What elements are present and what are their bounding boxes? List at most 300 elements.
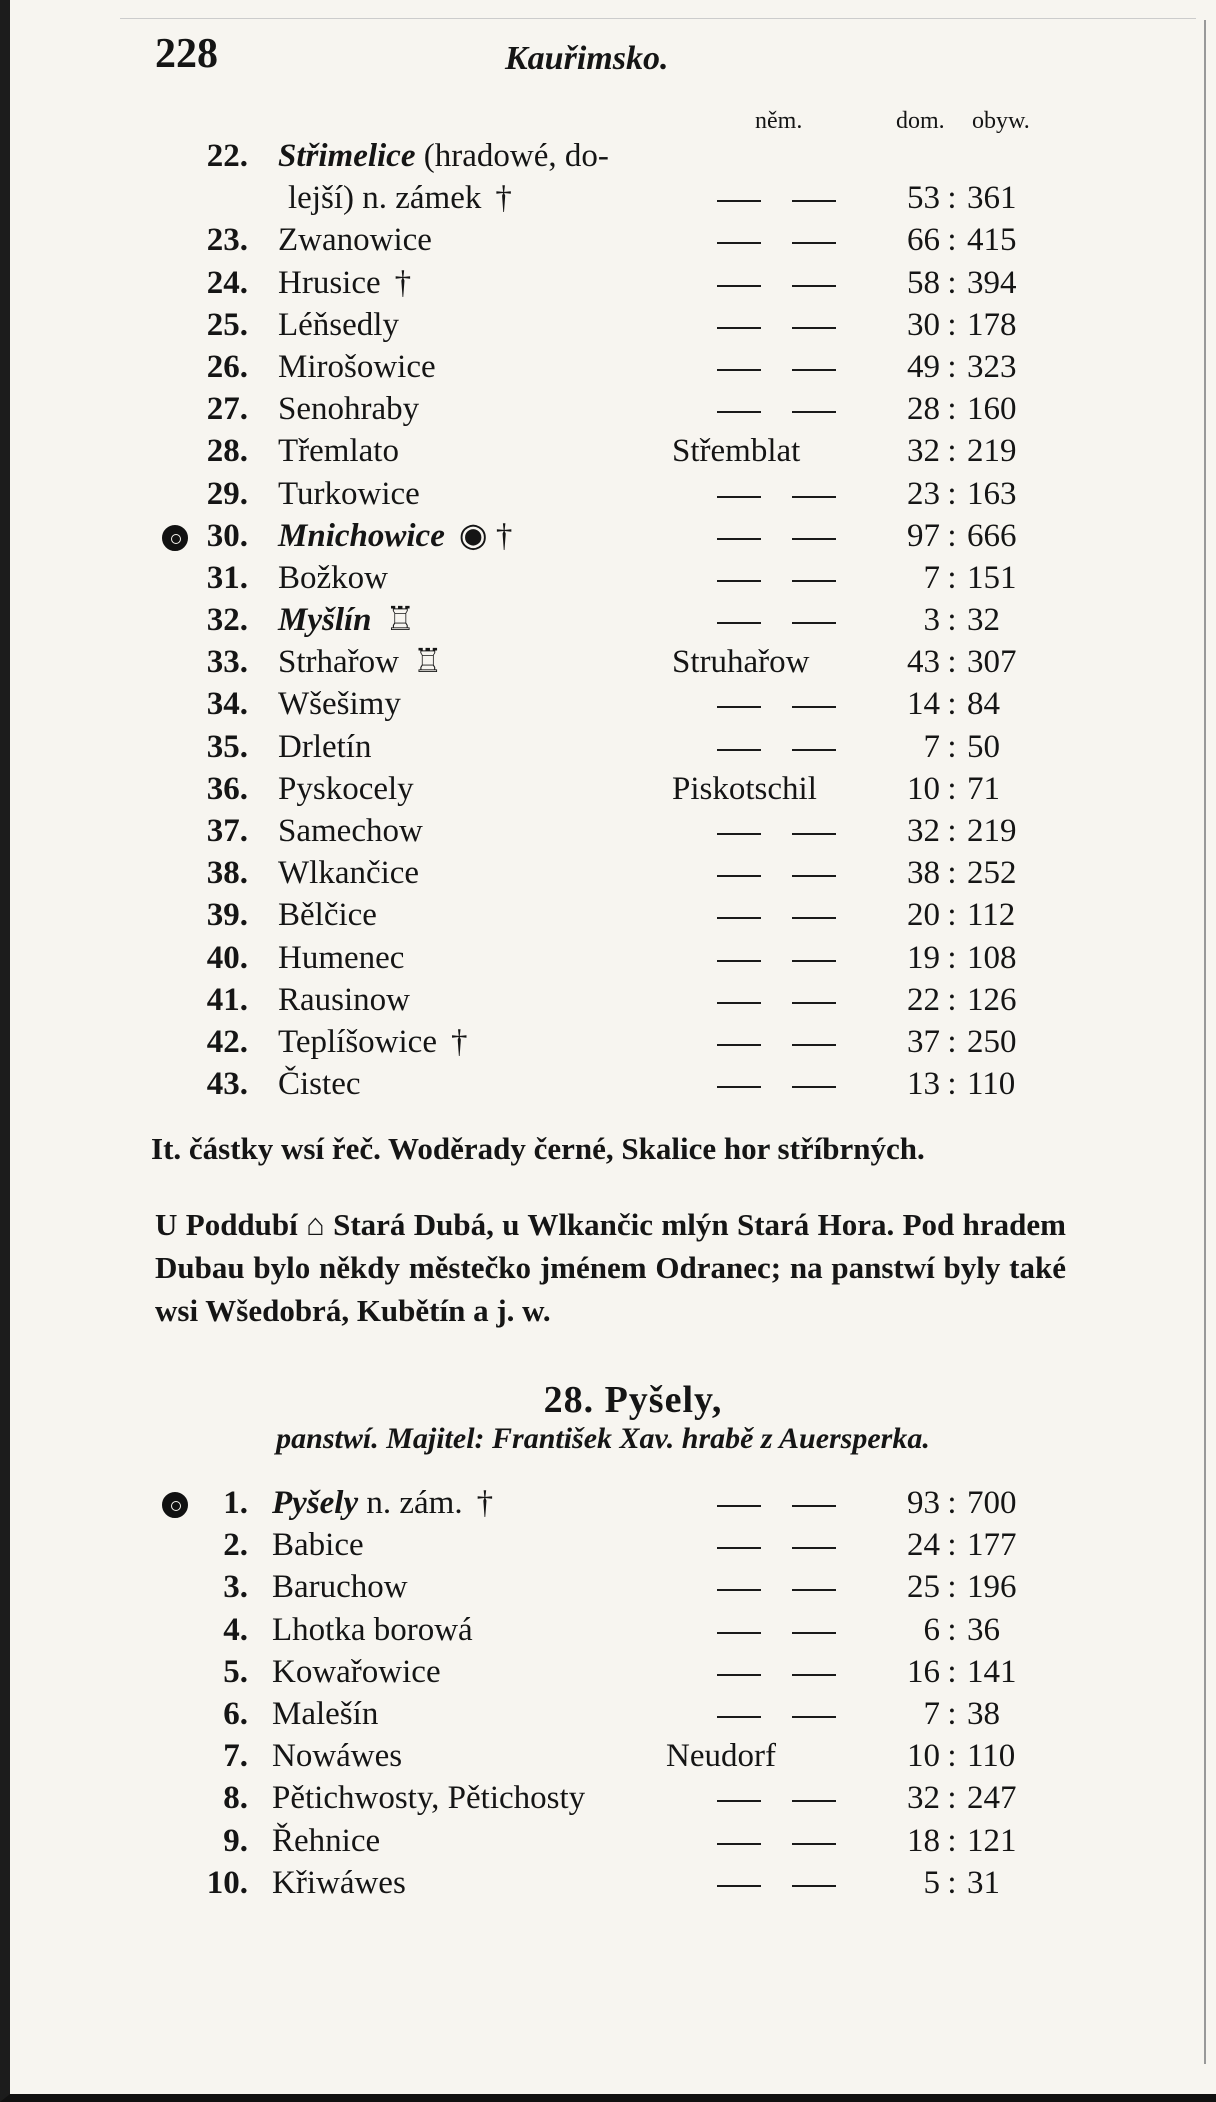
village-name-text: Humenec	[278, 939, 405, 976]
village-name	[278, 135, 609, 177]
dash-mark	[717, 1086, 761, 1088]
dash-mark	[792, 538, 836, 540]
table-row	[10, 262, 1216, 304]
dash-mark	[792, 622, 836, 624]
village-name	[272, 1862, 406, 1904]
house-count: 10	[907, 1738, 940, 1775]
dash-mark	[717, 1800, 761, 1802]
village-name-text: lejší) n. zámek	[288, 180, 482, 217]
village-name	[278, 346, 436, 388]
house-count: 5	[923, 1864, 940, 1901]
village-name	[278, 810, 423, 852]
table-row	[10, 557, 1216, 599]
row-number: 1.	[223, 1485, 248, 1521]
village-name-text: Drletín	[278, 728, 372, 765]
table-row	[10, 1524, 1216, 1566]
table-row	[10, 1693, 1216, 1735]
village-name	[278, 388, 419, 430]
house-count: 3	[923, 602, 940, 639]
german-name: Piskotschil	[672, 770, 817, 807]
village-name	[272, 1609, 473, 1651]
separator: :	[947, 1780, 957, 1817]
separator: :	[947, 1611, 957, 1648]
table-row	[10, 1862, 1216, 1904]
house-count: 43	[907, 644, 940, 681]
village-name	[278, 1021, 467, 1063]
table-row	[10, 768, 1216, 810]
separator: :	[947, 939, 957, 976]
table-row	[10, 430, 1216, 472]
village-name-text: Zwanowice	[278, 222, 432, 259]
house-count: 97	[907, 517, 940, 554]
separator: :	[947, 644, 957, 681]
population-count: 361	[967, 180, 1017, 217]
dash-mark	[717, 1885, 761, 1887]
dash-mark	[792, 369, 836, 371]
row-number: 3.	[223, 1569, 248, 1606]
dash-mark	[792, 1086, 836, 1088]
dash-mark	[717, 833, 761, 835]
separator: :	[947, 813, 957, 849]
column-header-german: něm.	[755, 108, 803, 134]
table-row	[10, 388, 1216, 430]
dash-mark	[717, 1632, 761, 1634]
village-name-text: Senohraby	[278, 391, 420, 428]
table-row	[10, 1651, 1216, 1693]
village-name	[272, 1693, 378, 1735]
population-count: 163	[967, 475, 1017, 512]
dash-mark	[792, 833, 836, 835]
row-number: 4.	[223, 1611, 248, 1648]
population-count: 394	[967, 264, 1017, 301]
house-count: 14	[907, 686, 940, 723]
row-number: 38.	[206, 855, 248, 892]
village-name-text: Pětichwosty, Pětichosty	[272, 1780, 586, 1817]
row-number: 31.	[206, 559, 248, 596]
row-number: 33.	[206, 644, 248, 681]
house-count: 58	[907, 264, 940, 301]
dash-mark	[792, 706, 836, 708]
german-name: Neudorf	[666, 1738, 776, 1775]
table-row	[10, 135, 1216, 177]
separator: :	[947, 855, 957, 892]
village-name	[272, 1524, 364, 1566]
house-count: 32	[907, 813, 940, 849]
village-name-text: Baruchow	[272, 1569, 408, 1606]
row-number: 35.	[206, 728, 248, 765]
map-symbol-icon: †	[450, 1023, 468, 1060]
separator: :	[947, 1527, 957, 1564]
village-name-text: Turkowice	[278, 475, 420, 512]
dash-mark	[792, 1800, 836, 1802]
separator: :	[947, 180, 957, 217]
village-name-rest: n. zám.	[358, 1485, 463, 1521]
dash-mark	[792, 411, 836, 413]
dash-mark	[792, 1044, 836, 1046]
village-name	[272, 1777, 585, 1819]
table-row	[10, 219, 1216, 261]
column-header-houses: dom.	[896, 108, 945, 134]
map-symbol-icon: †	[495, 180, 512, 217]
dash-mark	[792, 917, 836, 919]
house-count: 20	[907, 897, 940, 934]
row-number: 10.	[206, 1864, 248, 1901]
table-row	[10, 346, 1216, 388]
separator: :	[947, 728, 957, 765]
village-name-text: Křiwáwes	[272, 1864, 406, 1901]
village-name	[288, 177, 512, 219]
house-count: 19	[907, 939, 940, 976]
population-count: 110	[967, 1738, 1016, 1775]
table-row	[10, 683, 1216, 725]
table-row	[10, 515, 1216, 557]
population-count: 700	[967, 1485, 1017, 1521]
note-paragraph-1: It. částky wsí řeč. Woděrady černé, Skalice hor stříbrných.	[151, 1131, 925, 1166]
map-symbol-icon: †	[394, 264, 412, 301]
row-number: 26.	[206, 348, 248, 385]
map-symbol-icon: ◉ †	[458, 517, 513, 554]
dash-mark	[717, 1505, 761, 1507]
separator: :	[947, 1738, 957, 1775]
separator: :	[947, 686, 957, 723]
village-name-text: Nowáwes	[272, 1738, 403, 1775]
house-count: 32	[907, 433, 940, 470]
table-row	[10, 1063, 1216, 1105]
table-row	[10, 641, 1216, 683]
population-count: 141	[967, 1653, 1017, 1690]
map-symbol-icon: ♖	[412, 644, 443, 681]
population-count: 219	[967, 433, 1017, 470]
village-name	[272, 1820, 380, 1862]
dash-mark	[792, 580, 836, 582]
village-name	[278, 219, 432, 261]
row-number: 22.	[206, 138, 248, 174]
separator: :	[947, 433, 957, 470]
dash-mark	[717, 706, 761, 708]
village-list-section-2	[10, 1482, 1216, 1904]
separator: :	[947, 981, 957, 1018]
village-name	[272, 1482, 493, 1524]
village-name	[278, 473, 420, 515]
table-row	[10, 1820, 1216, 1862]
row-number: 23.	[206, 222, 248, 259]
table-row	[10, 810, 1216, 852]
dash-mark	[717, 538, 761, 540]
house-count: 7	[923, 728, 940, 765]
population-count: 252	[967, 855, 1017, 892]
running-title: Kauřimsko.	[505, 40, 669, 77]
village-name	[278, 979, 410, 1021]
row-number: 25.	[206, 306, 248, 343]
note-paragraph-2: U Poddubí ⌂ Stará Dubá, u Wlkančic mlýn Stará Hora. Pod hradem Dubau bylo někdy městečko jménem Odranec; na panstwí byly také wsi Wšedobrá, Kubětín a j. w.	[155, 1207, 1066, 1328]
population-count: 307	[967, 644, 1017, 681]
map-symbol-icon: †	[476, 1485, 494, 1521]
row-number: 5.	[223, 1653, 248, 1690]
row-number: 8.	[223, 1780, 248, 1817]
row-number: 40.	[206, 939, 248, 976]
house-count: 37	[907, 1023, 940, 1060]
separator: :	[947, 559, 957, 596]
village-name-text: Teplíšowice	[278, 1023, 437, 1060]
population-count: 110	[967, 1066, 1016, 1103]
row-number: 39.	[206, 897, 248, 934]
village-name	[278, 1063, 360, 1105]
dash-mark	[717, 960, 761, 962]
table-row	[10, 473, 1216, 515]
dash-mark	[792, 496, 836, 498]
village-name-text: Bělčice	[278, 897, 377, 934]
dash-mark	[717, 411, 761, 413]
separator: :	[947, 897, 957, 934]
dash-mark	[717, 1716, 761, 1718]
table-row	[10, 1609, 1216, 1651]
top-rule	[120, 18, 1196, 19]
house-count: 7	[923, 559, 940, 596]
german-name: Struhařow	[672, 644, 810, 681]
house-count: 25	[907, 1569, 940, 1606]
dash-mark	[792, 1674, 836, 1676]
dash-mark	[717, 749, 761, 751]
bullseye-icon	[162, 1492, 188, 1518]
village-name-text: Rausinow	[278, 981, 410, 1018]
separator: :	[947, 306, 957, 343]
village-name	[278, 852, 419, 894]
house-count: 53	[907, 180, 940, 217]
table-row	[10, 1482, 1216, 1524]
dash-mark	[792, 1885, 836, 1887]
dash-mark	[717, 622, 761, 624]
village-name-text: Řehnice	[272, 1822, 381, 1859]
population-count: 177	[967, 1527, 1017, 1564]
row-number: 7.	[223, 1738, 248, 1775]
population-count: 38	[967, 1695, 1000, 1732]
table-row	[10, 979, 1216, 1021]
dash-mark	[717, 580, 761, 582]
map-symbol-icon: ♖	[385, 602, 416, 639]
table-row	[10, 894, 1216, 936]
separator: :	[947, 222, 957, 259]
row-number: 43.	[206, 1066, 248, 1103]
village-name-text: Čistec	[278, 1066, 361, 1103]
village-name-text: Malešín	[272, 1695, 379, 1732]
dash-mark	[792, 1843, 836, 1845]
separator: :	[947, 1066, 957, 1103]
house-count: 22	[907, 981, 940, 1018]
dash-mark	[717, 1547, 761, 1549]
village-name	[278, 304, 399, 346]
dash-mark	[792, 1002, 836, 1004]
dash-mark	[717, 1002, 761, 1004]
population-count: 178	[967, 306, 1017, 343]
section-subtitle: panstwí. Majitel: František Xav. hrabě z Auersperka.	[276, 1422, 930, 1455]
village-name	[278, 726, 371, 768]
separator: :	[947, 1569, 957, 1606]
dash-mark	[717, 496, 761, 498]
separator: :	[947, 391, 957, 428]
dash-mark	[717, 1843, 761, 1845]
separator: :	[947, 770, 957, 807]
row-number: 2.	[223, 1527, 248, 1564]
separator: :	[947, 1485, 957, 1521]
house-count: 6	[923, 1611, 940, 1648]
population-count: 666	[967, 517, 1017, 554]
village-name	[278, 262, 411, 304]
dash-mark	[717, 875, 761, 877]
table-row	[10, 1777, 1216, 1819]
dash-mark	[792, 960, 836, 962]
table-row	[10, 1735, 1216, 1777]
dash-mark	[717, 327, 761, 329]
dash-mark	[792, 200, 836, 202]
house-count: 28	[907, 391, 940, 428]
dash-mark	[717, 1044, 761, 1046]
dash-mark	[792, 285, 836, 287]
row-number: 29.	[206, 475, 248, 512]
population-count: 151	[967, 559, 1017, 596]
village-name	[278, 515, 512, 557]
population-count: 36	[967, 1611, 1000, 1648]
house-count: 16	[907, 1653, 940, 1690]
population-count: 126	[967, 981, 1017, 1018]
village-name-text: Mnichowice	[278, 517, 445, 554]
house-count: 18	[907, 1822, 940, 1859]
dash-mark	[792, 327, 836, 329]
population-count: 247	[967, 1780, 1017, 1817]
separator: :	[947, 348, 957, 385]
village-name	[272, 1566, 408, 1608]
dash-mark	[792, 1716, 836, 1718]
table-row	[10, 177, 1216, 219]
village-name-text: Pyšely	[272, 1485, 359, 1521]
separator: :	[947, 475, 957, 512]
house-count: 66	[907, 222, 940, 259]
village-name	[272, 1735, 402, 1777]
row-number: 34.	[206, 686, 248, 723]
separator: :	[947, 1023, 957, 1060]
village-name-text: Wšešimy	[278, 686, 401, 723]
separator: :	[947, 1695, 957, 1732]
village-name-text: Střimelice	[278, 138, 416, 174]
village-name	[278, 557, 388, 599]
row-number: 9.	[223, 1822, 248, 1859]
population-count: 112	[967, 897, 1016, 934]
dash-mark	[717, 369, 761, 371]
village-name	[278, 430, 399, 472]
village-name-text: Wlkančice	[278, 855, 420, 892]
village-list-section-1	[10, 135, 1216, 1105]
house-count: 24	[907, 1527, 940, 1564]
village-name	[278, 599, 415, 641]
village-name-text: Babice	[272, 1527, 364, 1564]
house-count: 30	[907, 306, 940, 343]
population-count: 250	[967, 1023, 1017, 1060]
separator: :	[947, 602, 957, 639]
population-count: 108	[967, 939, 1017, 976]
village-name-text: Třemlato	[278, 433, 399, 470]
separator: :	[947, 1653, 957, 1690]
dash-mark	[717, 1589, 761, 1591]
population-count: 121	[967, 1822, 1017, 1859]
row-number: 24.	[206, 264, 248, 301]
house-count: 10	[907, 770, 940, 807]
village-name	[278, 894, 377, 936]
house-count: 93	[907, 1485, 940, 1521]
table-row	[10, 1021, 1216, 1063]
house-count: 32	[907, 1780, 940, 1817]
village-name-text: Myšlín	[278, 602, 372, 639]
dash-mark	[792, 1547, 836, 1549]
table-row	[10, 304, 1216, 346]
row-number: 28.	[206, 433, 248, 470]
page-header	[155, 30, 1176, 80]
village-name	[278, 683, 401, 725]
dash-mark	[717, 1674, 761, 1676]
house-count: 49	[907, 348, 940, 385]
row-number: 41.	[206, 981, 248, 1018]
dash-mark	[717, 917, 761, 919]
population-count: 31	[967, 1864, 1000, 1901]
dash-mark	[717, 242, 761, 244]
row-number: 36.	[206, 770, 248, 807]
village-name-text: Lhotka borowá	[272, 1611, 473, 1648]
table-row	[10, 1566, 1216, 1608]
separator: :	[947, 264, 957, 301]
population-count: 160	[967, 391, 1017, 428]
village-name-rest: (hradowé, do-	[415, 138, 609, 174]
population-count: 32	[967, 602, 1000, 639]
village-name-text: Léňsedly	[278, 306, 399, 343]
dash-mark	[792, 1632, 836, 1634]
separator: :	[947, 517, 957, 554]
village-name	[278, 937, 404, 979]
row-number: 32.	[206, 602, 248, 639]
village-name-text: Pyskocely	[278, 770, 414, 807]
population-count: 50	[967, 728, 1000, 765]
table-row	[10, 599, 1216, 641]
dash-mark	[792, 875, 836, 877]
village-name-text: Strhařow	[278, 644, 399, 681]
house-count: 7	[923, 1695, 940, 1732]
table-row	[10, 937, 1216, 979]
village-name	[278, 641, 443, 683]
page-number: 228	[155, 31, 218, 77]
row-number: 6.	[223, 1695, 248, 1732]
village-name	[272, 1651, 441, 1693]
village-name-text: Božkow	[278, 559, 388, 596]
village-name	[278, 768, 414, 810]
row-number: 37.	[206, 813, 248, 849]
village-name-text: Hrusice	[278, 264, 381, 301]
section-title: 28. Pyšely,	[543, 1379, 723, 1421]
house-count: 23	[907, 475, 940, 512]
dash-mark	[792, 749, 836, 751]
population-count: 323	[967, 348, 1017, 385]
dash-mark	[792, 242, 836, 244]
population-count: 196	[967, 1569, 1017, 1606]
german-name: Střemblat	[672, 433, 801, 470]
village-name-text: Mirošowice	[278, 348, 436, 385]
row-number: 27.	[206, 391, 248, 428]
dash-mark	[792, 1505, 836, 1507]
population-count: 84	[967, 686, 1000, 723]
dash-mark	[717, 285, 761, 287]
column-header-population: obyw.	[972, 108, 1030, 134]
row-number: 30.	[206, 517, 248, 554]
separator: :	[947, 1864, 957, 1901]
population-count: 71	[967, 770, 1000, 807]
table-row	[10, 852, 1216, 894]
house-count: 38	[907, 855, 940, 892]
